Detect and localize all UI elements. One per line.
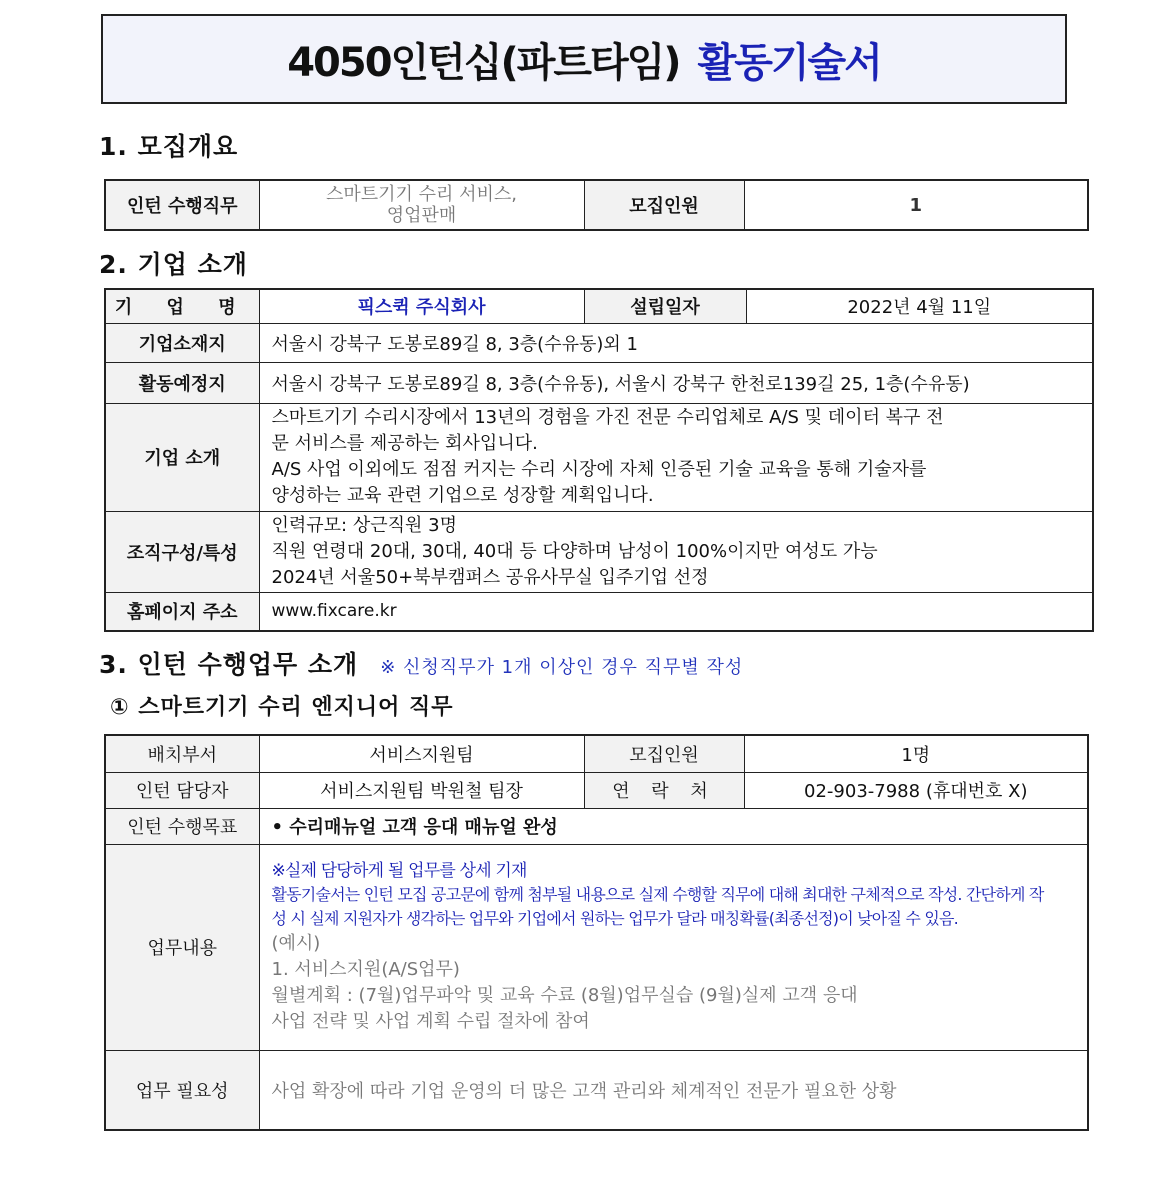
count-value: 1 <box>744 180 1088 230</box>
section3-title: 3. 인턴 수행업무 소개 <box>99 650 359 679</box>
need-label: 업무 필요성 <box>105 1050 259 1130</box>
work-note-line: 활동기술서는 인턴 모집 공고문에 함께 첨부될 내용으로 실제 수행할 직무에 대해 최대한 구체적으로 작성. 간단하게 작 <box>271 885 1044 904</box>
work-example-line: 월별계획 : (7월)업무파악 및 교육 수료 (8월)업무실습 (9월)실제 고객 응대 <box>271 985 858 1006</box>
location-value: 서울시 강북구 도봉로89길 8, 3층(수유동)외 1 <box>259 323 1093 362</box>
title-main: 4050인턴십(파트타임) <box>287 39 680 86</box>
duty-line: 영업판매 <box>386 205 457 226</box>
job-detail-table <box>104 734 1089 1131</box>
activity-label: 활동예정지 <box>105 362 259 403</box>
org-text <box>259 511 1093 592</box>
org-label: 조직구성/특성 <box>105 511 259 592</box>
section3-note: ※ 신청직무가 1개 이상인 경우 직무별 작성 <box>380 657 744 678</box>
work-note-heading: ※실제 담당하게 될 업무를 상세 기재 <box>271 861 527 881</box>
org-line: 2024년 서울50+북부캠퍼스 공유사무실 입주기업 선정 <box>271 566 709 588</box>
dept-value: 서비스지원팀 <box>259 735 584 772</box>
manager-value: 서비스지원팀 박원철 팀장 <box>259 772 584 808</box>
intro-line: 문 서비스를 제공하는 회사입니다. <box>271 433 538 454</box>
org-line: 직원 연령대 20대, 30대, 40대 등 다양하며 남성이 100%이지만 여성도 가능 <box>271 540 878 562</box>
org-line: 인력규모: 상근직원 3명 <box>271 514 457 536</box>
contact-value: 02-903-7988 (휴대번호 X) <box>744 772 1088 808</box>
activity-value: 서울시 강북구 도봉로89길 8, 3층(수유동), 서울시 강북구 한천로139길 25, 1층(수유동) <box>259 362 1093 403</box>
intro-label: 기업 소개 <box>105 403 259 511</box>
duty-line: 스마트기기 수리 서비스, <box>325 184 518 205</box>
intro-line: 스마트기기 수리시장에서 13년의 경험을 가진 전문 수리업체로 A/S 및 데이터 복구 전 <box>271 407 944 428</box>
count-label: 모집인원 <box>584 180 744 230</box>
goal-value: • 수리매뉴얼 고객 응대 매뉴얼 완성 <box>259 808 1088 844</box>
work-content <box>259 844 1088 1050</box>
job-count-value: 1명 <box>744 735 1088 772</box>
work-example-line: 1. 서비스지원(A/S업무) <box>271 959 460 980</box>
homepage-link[interactable]: www.fixcare.kr <box>259 592 1093 631</box>
job-title: ① 스마트기기 수리 엔지니어 직무 <box>110 695 454 720</box>
duty-value <box>259 180 584 230</box>
recruit-overview-table <box>104 179 1089 231</box>
section2-heading: 2. 기업 소개 <box>99 250 248 279</box>
founded-value: 2022년 4월 11일 <box>746 289 1093 323</box>
homepage-label: 홈페이지 주소 <box>105 592 259 631</box>
manager-label: 인턴 담당자 <box>105 772 259 808</box>
work-example-line: 사업 전략 및 사업 계획 수립 절차에 참여 <box>271 1011 590 1032</box>
company-name: 픽스퀵 주식회사 <box>259 289 584 323</box>
intro-line: A/S 사업 이외에도 점점 커지는 수리 시장에 자체 인증된 기술 교육을 통해 기술자를 <box>271 459 927 480</box>
title-accent: 활동기술서 <box>697 39 881 86</box>
work-label: 업무내용 <box>105 844 259 1050</box>
section1-heading: 1. 모집개요 <box>99 132 239 161</box>
intro-text <box>259 403 1093 511</box>
section3-heading <box>99 645 743 681</box>
intro-line: 양성하는 교육 관련 기업으로 성장할 계획입니다. <box>271 485 654 506</box>
work-example-line: (예시) <box>271 933 321 954</box>
dept-label: 배치부서 <box>105 735 259 772</box>
need-value: 사업 확장에 따라 기업 운영의 더 많은 고객 관리와 체계적인 전문가 필요한 상황 <box>259 1050 1088 1130</box>
duty-label: 인턴 수행직무 <box>105 180 259 230</box>
contact-label: 연 락 처 <box>584 772 744 808</box>
location-label: 기업소재지 <box>105 323 259 362</box>
job-count-label: 모집인원 <box>584 735 744 772</box>
goal-label: 인턴 수행목표 <box>105 808 259 844</box>
document-title <box>101 14 1067 104</box>
company-info-table <box>104 288 1094 632</box>
company-name-label: 기 업 명 <box>105 289 259 323</box>
work-note-line: 성 시 실제 지원자가 생각하는 업무와 기업에서 원하는 업무가 달라 매칭확률(최종선정)이 낮아질 수 있음. <box>271 909 958 928</box>
founded-label: 설립일자 <box>584 289 746 323</box>
